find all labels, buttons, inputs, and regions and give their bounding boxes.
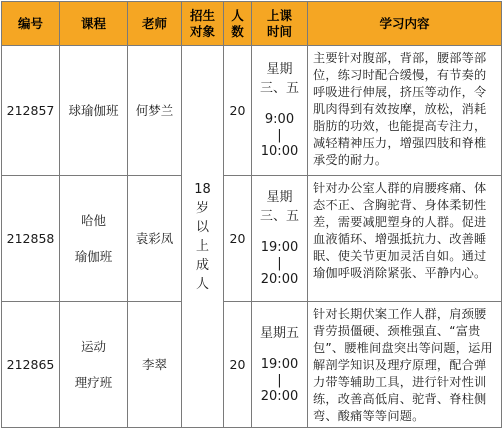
header-teacher: 老师 [128, 2, 182, 46]
class-time: 星期 三、五 19:00 | 20:00 [252, 176, 308, 302]
header-code: 编号 [2, 2, 60, 46]
course-code: 212857 [2, 46, 60, 176]
class-time: 星期 三、五 9:00 | 10:00 [252, 46, 308, 176]
audience-cell: 18 岁 以 上 成 人 [182, 46, 224, 428]
table-row [2, 176, 502, 302]
header-count: 人 数 [224, 2, 252, 46]
header-course: 课程 [60, 2, 128, 46]
student-count: 20 [224, 46, 252, 176]
time-separator: | [277, 372, 282, 388]
teacher-name: 何梦兰 [128, 46, 182, 176]
student-count: 20 [224, 176, 252, 302]
header-time: 上课 时间 [252, 2, 308, 46]
table-row [2, 46, 502, 176]
course-name: 哈他 瑜伽班 [60, 176, 128, 302]
teacher-name: 袁彩凤 [128, 176, 182, 302]
student-count: 20 [224, 302, 252, 428]
course-description: 主要针对腹部，背部，腰部等部位，练习时配合缓慢，有节奏的呼吸进行伸展，挤压等动作，令肌肉得到有效按摩，放松，消耗脂肪的功效，也能提高专注力，减轻精神压力，增强四肢和脊椎承受的耐力。 [308, 46, 502, 176]
course-description: 针对办公室人群的肩腰疼痛、体态不正、含胸驼背、身体柔韧性差，需要减肥塑身的人群。促进血液循环、增强抵抗力、改善睡眠、使关节更加灵活自如。通过瑜伽呼吸消除紧张、平静内心。 [308, 176, 502, 302]
course-name: 球瑜伽班 [60, 46, 128, 176]
teacher-name: 李翠 [128, 302, 182, 428]
course-description: 针对长期伏案工作人群，肩颈腰背劳损僵硬、颈椎强直、“富贵包”、腰椎间盘突出等问题，运用解剖学知识及理疗原理，配合弹力带等辅助工具，进行针对性训练，改善高低肩、驼背、脊柱侧弯、酸痛等等问题。 [308, 302, 502, 428]
time-separator: | [277, 256, 282, 271]
time-separator: | [277, 128, 282, 143]
table-row [2, 302, 502, 428]
course-table [1, 1, 502, 428]
course-name: 运动 理疗班 [60, 302, 128, 428]
header-row [2, 2, 502, 46]
header-audience: 招生 对象 [182, 2, 224, 46]
header-content: 学习内容 [308, 2, 502, 46]
course-code: 212865 [2, 302, 60, 428]
course-code: 212858 [2, 176, 60, 302]
class-time: 星期五 19:00 | 20:00 [252, 302, 308, 428]
